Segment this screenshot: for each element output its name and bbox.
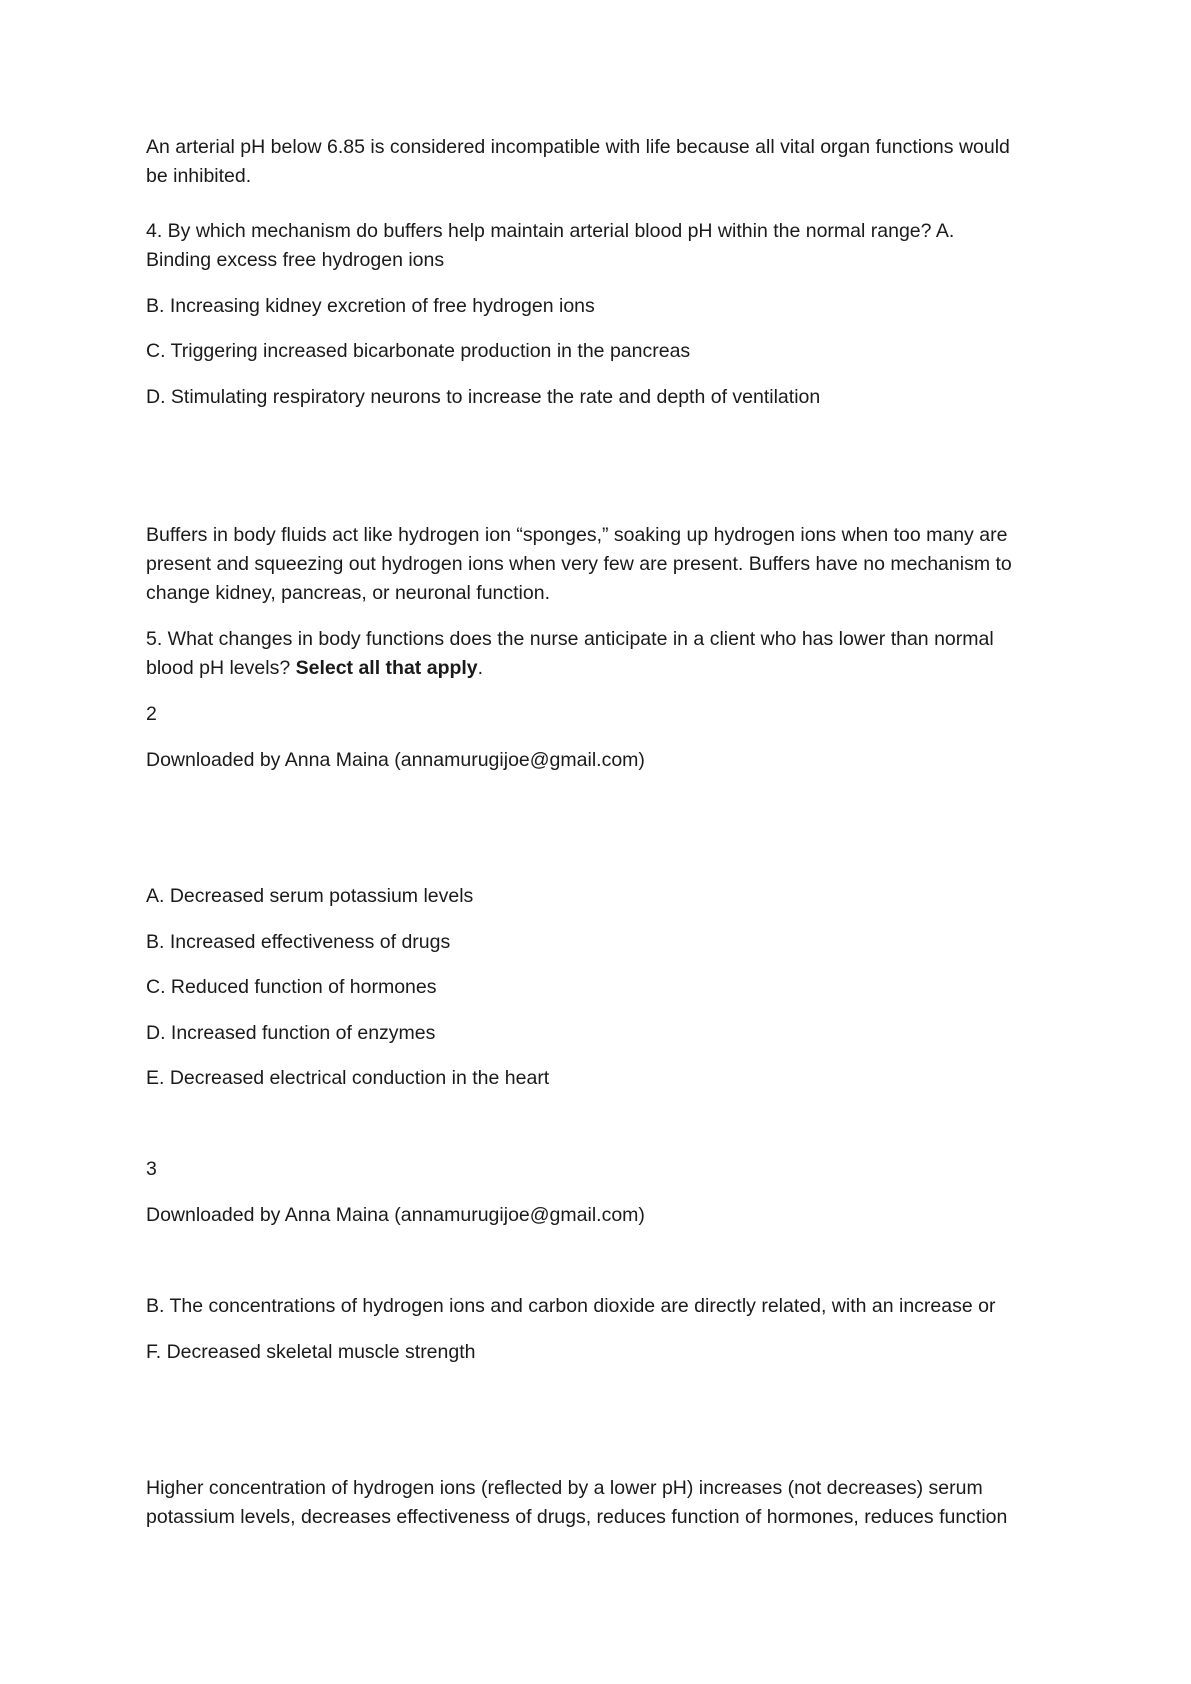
question-5-stem: 5. What changes in body functions does the nurse anticipate in a client who has lower than normal bbox=[146, 628, 994, 650]
question-4-option-a: Binding excess free hydrogen ions bbox=[146, 249, 445, 271]
question-4-option-c: C. Triggering increased bicarbonate production in the pancreas bbox=[146, 340, 691, 362]
question-5-option-f: F. Decreased skeletal muscle strength bbox=[146, 1341, 476, 1363]
question-4-stem: 4. By which mechanism do buffers help maintain arterial blood pH within the normal range? A. bbox=[146, 220, 955, 242]
question-5-option-d: D. Increased function of enzymes bbox=[146, 1022, 436, 1044]
paragraph-line: be inhibited. bbox=[146, 165, 252, 187]
paragraph-line: An arterial pH below 6.85 is considered incompatible with life because all vital organ functions would bbox=[146, 136, 1010, 158]
rationale-5-line: Higher concentration of hydrogen ions (reflected by a lower pH) increases (not decreases) serum bbox=[146, 1477, 983, 1499]
page-number: 2 bbox=[146, 703, 157, 725]
question-5-option-e: E. Decreased electrical conduction in the heart bbox=[146, 1067, 550, 1089]
rationale-4-line: present and squeezing out hydrogen ions when very few are present. Buffers have no mechanism to bbox=[146, 553, 1012, 575]
question-5-option-c: C. Reduced function of hormones bbox=[146, 976, 437, 998]
option-fragment-b: B. The concentrations of hydrogen ions and carbon dioxide are directly related, with an increase or bbox=[146, 1295, 996, 1317]
question-4-option-d: D. Stimulating respiratory neurons to increase the rate and depth of ventilation bbox=[146, 386, 821, 408]
question-5-option-a: A. Decreased serum potassium levels bbox=[146, 885, 474, 907]
select-all-instruction: Select all that apply bbox=[295, 657, 478, 679]
question-5-punctuation: . bbox=[477, 657, 484, 679]
question-5-stem-line-2 bbox=[146, 654, 1066, 683]
question-4-option-b: B. Increasing kidney excretion of free hydrogen ions bbox=[146, 295, 595, 317]
question-5-option-b: B. Increased effectiveness of drugs bbox=[146, 931, 451, 953]
rationale-4-line: Buffers in body fluids act like hydrogen ion “sponges,” soaking up hydrogen ions when too many are bbox=[146, 524, 1008, 546]
rationale-4-line: change kidney, pancreas, or neuronal function. bbox=[146, 582, 550, 604]
question-5-text: blood pH levels? bbox=[146, 657, 296, 679]
download-note: Downloaded by Anna Maina (annamurugijoe@gmail.com) bbox=[146, 749, 645, 771]
rationale-5-line: potassium levels, decreases effectiveness of drugs, reduces function of hormones, reduces function bbox=[146, 1506, 1008, 1528]
download-note: Downloaded by Anna Maina (annamurugijoe@gmail.com) bbox=[146, 1204, 645, 1226]
page-number: 3 bbox=[146, 1158, 157, 1180]
